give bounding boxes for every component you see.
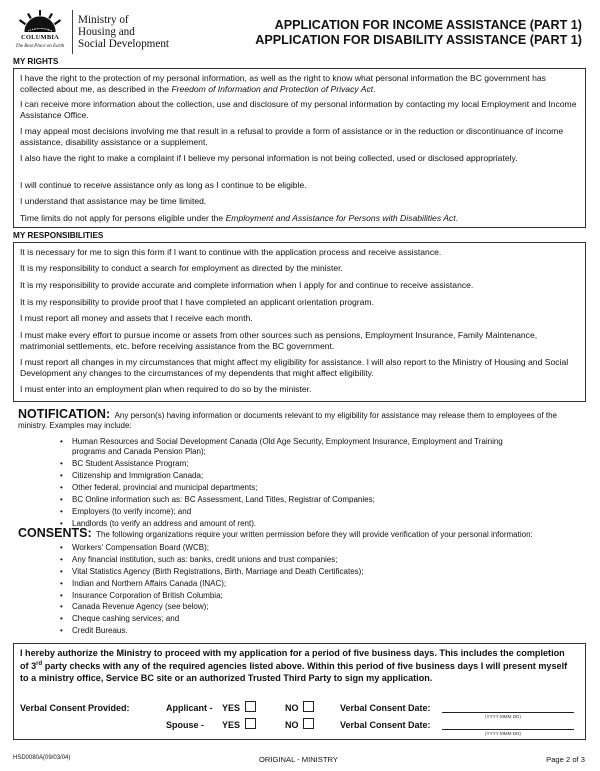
logo-wordmark: BRITISH COLUMBIA <box>20 27 60 41</box>
list-item: • BC Student Assistance Program; <box>60 459 530 469</box>
consents-intro: CONSENTS: The following organizations require your written permission before they will provide verification of your personal information: <box>18 526 533 540</box>
ministry-name: Ministry of Housing and Social Development <box>78 14 170 50</box>
applicant-date-field[interactable] <box>442 712 574 713</box>
rights-heading: MY RIGHTS <box>13 57 59 66</box>
form-code: HSD0080A(09/03/04) <box>13 755 71 761</box>
spouse-label: Spouse - <box>166 720 205 730</box>
list-item: • Landlords (to verify an address and amount of rent). <box>60 519 530 529</box>
rights-box <box>13 68 586 228</box>
spouse-date-field[interactable] <box>442 729 574 730</box>
list-item: • Cheque cashing services; and <box>60 614 530 624</box>
applicant-yes-label: YES <box>222 703 241 713</box>
copy-designation: ORIGINAL - MINISTRY <box>259 755 338 764</box>
applicant-date-format: (YYYY MMM DD) <box>485 714 521 719</box>
list-item: • Canada Revenue Agency (see below); <box>60 602 530 612</box>
applicant-no-label: NO <box>285 703 299 713</box>
spouse-date-format: (YYYY MMM DD) <box>485 731 521 736</box>
spouse-yes-checkbox[interactable] <box>245 718 256 729</box>
authorization-box <box>13 643 586 740</box>
consents-heading: CONSENTS: <box>18 526 92 540</box>
list-item: • Human Resources and Social Development Canada (Old Age Security, Employment Insurance, Employment and Training programs and Canada Pension Plan); <box>60 437 530 458</box>
responsibility-item: I must report all money and assets that I receive each month. <box>20 313 253 323</box>
page-number: Page 2 of 3 <box>546 755 585 764</box>
responsibility-item: It is my responsibility to conduct a search for employment as directed by the minister. <box>20 263 343 273</box>
list-item: • Workers' Compensation Board (WCB); <box>60 543 530 553</box>
spouse-date-label: Verbal Consent Date: <box>340 720 431 730</box>
list-item: • Indian and Northern Affairs Canada (INAC); <box>60 579 530 589</box>
list-item: • Insurance Corporation of British Columbia; <box>60 591 530 601</box>
responsibilities-heading: MY RESPONSIBILITIES <box>13 231 104 240</box>
consents-list <box>60 543 530 638</box>
responsibility-item: It is my responsibility to provide proof that I have completed an applicant orientation program. <box>20 297 374 307</box>
logo-tagline: The Best Place on Earth <box>15 44 65 49</box>
list-item: • Other federal, provincial and municipal departments; <box>60 483 530 493</box>
spouse-no-label: NO <box>285 720 299 730</box>
rights-paragraph: I have the right to the protection of my personal information, as well as the right to know what personal information the BC government has collected about me, as described in the Freedom of Information and Protection of Privacy Act. <box>20 73 546 94</box>
list-item: • Any financial institution, such as: banks, credit unions and trust companies; <box>60 555 530 565</box>
applicant-no-checkbox[interactable] <box>303 701 314 712</box>
verbal-consent-label: Verbal Consent Provided: <box>20 703 130 713</box>
rights-paragraph: I will continue to receive assistance only as long as I continue to be eligible. <box>20 180 307 190</box>
responsibility-item: It is my responsibility to provide accurate and complete information when I apply for and continue to receive assistance. <box>20 280 474 290</box>
responsibility-item: I must enter into an employment plan when required to do so by the minister. <box>20 384 312 394</box>
list-item: • Employers (to verify income); and <box>60 507 530 517</box>
notification-intro: NOTIFICATION: Any person(s) having information or documents relevant to my eligibility for assistance may release them to employees of the ministry. Examples may include: <box>18 407 558 430</box>
applicant-date-label: Verbal Consent Date: <box>340 703 431 713</box>
list-item: • BC Online information such as: BC Assessment, Land Titles, Registrar of Companies; <box>60 495 530 505</box>
spouse-yes-label: YES <box>222 720 241 730</box>
responsibility-item: I must report all changes in my circumstances that might affect my eligibility for assistance. I will also report to the Ministry of Housing and Social Development any changes to the circumstances of my dependents that might affect eligibility. <box>20 357 569 378</box>
notification-list <box>60 437 530 531</box>
list-item: • Citizenship and Immigration Canada; <box>60 471 530 481</box>
rights-paragraph: I also have the right to make a complaint if I believe my personal information is not being collected, used or disclosed appropriately. <box>20 153 518 163</box>
list-item: • Vital Statistics Agency (Birth Registrations, Birth, Marriage and Death Certificates); <box>60 567 530 577</box>
authorization-text: I hereby authorize the Ministry to proceed with my application for a period of five business days. This includes the completion of 3rd party checks with any of the required agencies listed above. Within this period of five business days I will present myself to a ministry office, Service BC site or an authorized Trusted Third Party to sign my application. <box>20 648 568 683</box>
spouse-no-checkbox[interactable] <box>303 718 314 729</box>
responsibility-item: It is necessary for me to sign this form if I want to continue with the application process and receive assistance. <box>20 247 442 257</box>
header-divider <box>72 10 73 54</box>
responsibilities-box <box>13 242 586 402</box>
applicant-label: Applicant - <box>166 703 213 713</box>
notification-heading: NOTIFICATION: <box>18 407 111 421</box>
rights-paragraph: I can receive more information about the collection, use and disclosure of my personal information by contacting my local Employment and Income Assistance Office. <box>20 99 577 120</box>
rights-paragraph: I may appeal most decisions involving me that result in a refusal to provide a form of assistance or in the reduction or discontinuance of income assistance, disability assistance or a supplement. <box>20 126 564 147</box>
applicant-yes-checkbox[interactable] <box>245 701 256 712</box>
responsibility-item: I must make every effort to pursue income or assets from other sources such as pensions, Employment Insurance, Family Maintenance, matrimonial settlements, etc. before receiving assistance from the BC government. <box>20 330 538 351</box>
form-title: APPLICATION FOR INCOME ASSISTANCE (PART 1) APPLICATION FOR DISABILITY ASSISTANCE (PART 1) <box>255 18 582 47</box>
rights-paragraph: Time limits do not apply for persons eligible under the Employment and Assistance for Persons with Disabilities Act. <box>20 213 459 223</box>
rights-paragraph: I understand that assistance may be time limited. <box>20 196 207 206</box>
list-item: • Credit Bureaus. <box>60 626 530 636</box>
